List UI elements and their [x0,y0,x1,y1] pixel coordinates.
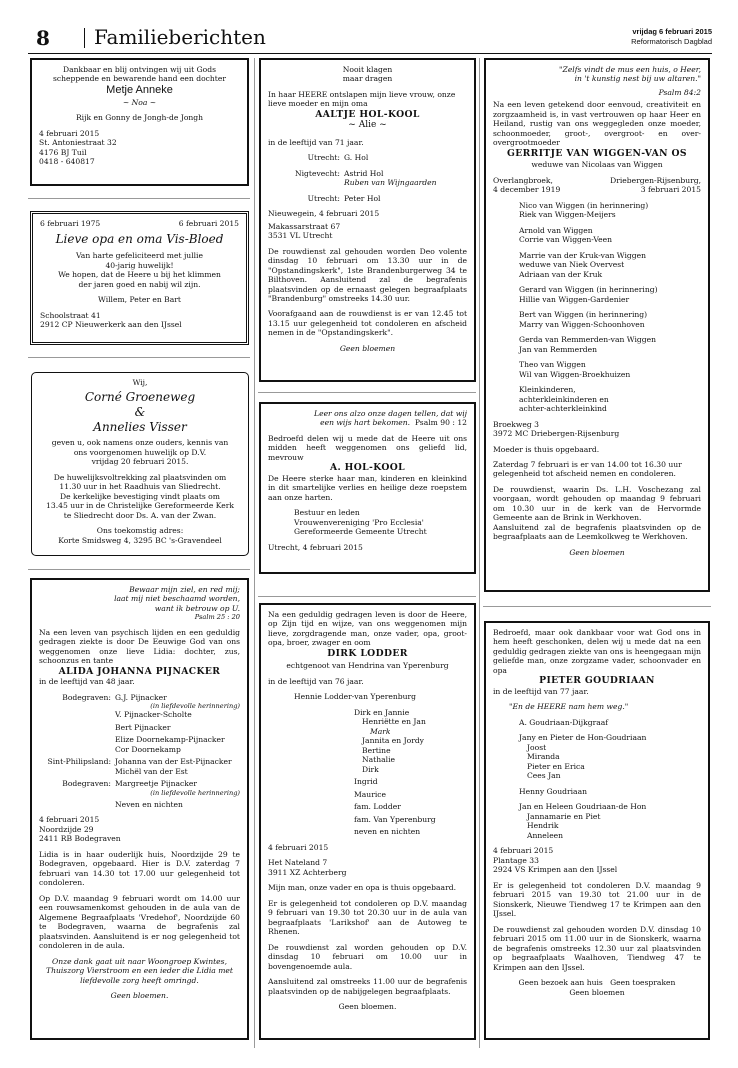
footer-note: Geen bloemen [569,987,625,997]
footer-note: Geen bloemen [339,343,396,353]
age-line: in de leeftijd van 77 jaar. [493,686,589,696]
info-text: De rouwdienst zal gehouden worden D.V. dinsdag 10 februari 2015 om 11.00 uur in de Sionskerk, waarna de begrafenis omstreeks 12.30 uur zal plaatsvinden op begraafplaats Waalhoven, Tiendweg 47 te Krimpen aan den IJssel. [493,924,701,972]
verse-reference: Psalm 84:2 [658,87,701,97]
body-line: 40-jarig huwelijk! [105,260,174,270]
family-member: Riek van Wiggen-Meijers [519,210,616,220]
deceased-name: PIETER GOUDRIAAN [539,675,655,687]
family-member: Gerda van Remmerden-van Wiggen [519,335,656,345]
page-number: 8 [36,26,50,50]
address-line: Schoolstraat 41 [40,310,101,320]
family-member: G.J. Pijnacker [115,692,167,702]
footer-note: Geen toespraken [610,978,676,988]
family-place: Utrecht: [307,193,340,203]
intro-line: Dankbaar en blij ontvingen wij uit Gods [62,65,216,74]
footer-note: Geen bloemen [569,547,625,557]
deceased-name: A. HOL-KOOL [329,462,406,474]
family-member: G. Hol [344,153,369,163]
info-text: Voorafgaand aan de rouwdienst is er van 12.45 tot 13.15 uur gelegenheid tot condoleren en afscheid nemen in de "Opstandingskerk". [268,309,467,338]
family-member: Dirk [362,764,379,774]
date-left: 6 februari 1975 [40,219,101,228]
family-member: Cees Jan [527,771,561,781]
date-right: 6 februari 2015 [178,219,239,228]
family-member: Neven en nichten [115,799,183,809]
body-line: te Sliedrecht door Ds. A. van der Zwan. [63,510,217,520]
verse-line: want ik betrouw op U. [154,603,240,613]
family-member: Astrid Hol [344,168,384,178]
family-member: Arnold van Wiggen [519,225,593,235]
intro-line: maar dragen [342,74,393,84]
age-line: in de leeftijd van 48 jaar. [39,677,135,687]
issue-date: vrijdag 6 februari 2015 [632,27,712,36]
bride-name: Annelies Visser [93,420,187,435]
widow-name: A. Goudriaan-Dijkgraaf [519,717,609,727]
deceased-name: AALTJE HOL-KOOL [315,108,420,120]
footer-note: Geen bloemen. [110,991,169,1001]
family-member: Jan van Remmerden [519,344,597,354]
intro-text: Na een geduldig gedragen leven is door de Heere, op Zijn tijd en wijze, van ons weggenomen mijn lieve, zorgdragende man, onze vader, opa, groot-opa, broer, zwager en oom [268,610,467,648]
body-line: ons voorgenomen huwelijk op D.V. [73,447,207,457]
ad-separator [28,357,250,358]
widow-line: weduwe van Nicolaas van Wiggen [531,160,663,170]
obituary-goudriaan [484,621,710,1040]
verse-line: in 't kunstig nest bij uw altaren." [574,74,701,84]
family-member: V. Pijnacker-Scholte [115,710,192,720]
family-member: Jany en Pieter de Hon-Goudriaan [519,733,647,743]
widow-name: Hennie Lodder-van Yperenburg [294,692,417,702]
address-line: Nieuwegein, 4 februari 2015 [268,209,380,219]
birth-date: 4 december 1919 [493,185,561,195]
intro-text: Na een leven van psychisch lijden en een geduldig gedragen ziekte is door De Eeuwige God van ons weggenomen onze lieve Lidia: dochter, zus, schoonzus en tante [39,627,240,666]
family-member: Miranda [527,752,560,762]
intro-text: Bedroefd delen wij u mede dat de Heere uit ons midden heeft weggenomen ons geliefd lid, mevrouw [268,433,467,462]
address-line: 2411 RB Bodegraven [39,834,121,844]
deceased-name: GERRITJE VAN WIGGEN-VAN OS [507,147,687,159]
address-line: 0418 - 640817 [39,157,95,167]
address-line: Het Nateland 7 [268,858,328,868]
footer-note: Geen bloemen. [338,1002,397,1011]
intro-line: scheppende en bewarende hand een dochter [52,74,226,84]
family-member: Mark [370,726,391,736]
verse-reference: Psalm 90 : 12 [414,418,467,428]
family-member: Johanna van der Est-Pijnacker [115,757,232,767]
address-line: Plantage 33 [493,855,539,865]
intro-text: Bedroefd, maar ook dankbaar voor wat God ons in hem heeft geschonken, delen wij u mede dat na een geduldig gedragen ziekte van ons is heengegaan mijn geliefde man, onze zorgzame vader, schoonvader en opa [493,628,701,675]
ad-separator [28,198,250,199]
body-line: 11.30 uur in het Raadhuis van Sliedrecht. [59,482,221,492]
family-place: Bodegraven: [62,692,111,702]
family-member: Pieter en Erica [527,761,585,771]
bible-quote: "En de HEERE nam hem weg." [509,702,629,712]
address-line: St. Antoniestraat 32 [39,138,117,148]
section-title: Familieberichten [94,25,266,49]
body-line: der jaren goed en nabij wil zijn. [78,279,201,289]
body-line: We hopen, dat de Heere u bij het klimmen [58,270,221,280]
birth-place: Overlangbroek, [493,175,553,185]
body-line: geven u, ook namens onze ouders, kennis van [51,438,229,448]
anniversary-announcement [30,211,249,345]
body-line: 13.45 uur in de Christelijke Gereformeerde Kerk [46,501,234,511]
page-header [28,24,712,50]
family-member: Margreetje Pijnacker [115,779,198,789]
address-line: Broekweg 3 [493,419,539,429]
ampersand: & [134,405,146,420]
deceased-name: ALIDA JOHANNA PIJNACKER [58,665,221,677]
address-line: 2924 VS Krimpen aan den IJssel [493,865,618,875]
ad-separator [28,569,250,570]
birth-announcement [30,58,249,186]
info-text: De rouwdienst zal worden gehouden op D.V. dinsdag 10 februari om 10.00 uur in bovengenoemde aula. [268,942,467,971]
family-member: Hendrik [527,821,559,831]
anniversary-title: Lieve opa en oma Vis-Bloed [55,232,224,247]
family-member: Anneleen [527,830,564,840]
family-member: Henny Goudriaan [519,786,587,796]
footer-note: Geen bezoek aan huis [518,978,603,988]
info-text: Er is gelegenheid tot condoleren D.V. maandag 9 februari 2015 van 19.30 tot 21.00 uur in de Sionskerk, Nieuwe Tiendweg 17 te Krimpen aan den IJssel. [493,880,701,919]
intro-line: Wij, [132,378,148,387]
family-member: Marry van Wiggen-Schoonhoven [519,319,645,329]
family-place: Sint-Philipsland: [47,757,111,767]
ad-separator [258,596,476,597]
info-text: Op D.V. maandag 9 februari wordt om 14.00 uur een rouwsamenkomst gehouden in de aula van de Algemene Begraafplaats 'Vredehof', Noordzijde 60 te Bodegraven, waarna de begrafenis zal plaatsvinden. Aansluitend is er nog gelegenheid tot condoleren in de aula. [39,893,240,951]
header-rule [28,53,712,54]
family-member: Gerard van Wiggen (in herinnering) [519,285,658,295]
verse-line: Bewaar mijn ziel, en red mij; [129,585,240,594]
address-line: 3911 XZ Achterberg [268,867,347,877]
deceased-nickname: ~ Alie ~ [348,120,387,131]
family-member: Bertine [362,745,391,755]
thanks-text: Onze dank gaat uit naar Woongroep Kwintes, Thuiszorg Vierstroom en een ieder die Lidia met liefdevolle zorg heeft omringd. [46,956,233,985]
family-member: Bert van Wiggen (in herinnering) [519,310,648,320]
family-place: Nigtevecht: [294,168,340,178]
age-line: in de leeftijd van 76 jaar. [268,676,364,686]
address-line: 4 februari 2015 [493,846,554,856]
info-text: Aansluitend zal omstreeks 11.00 uur de begrafenis plaatsvinden op de nabijgelegen begraafplaats. [268,977,467,996]
memorial-note: (in liefdevolle herinnering) [150,702,240,711]
spouse-line: echtgenoot van Hendrina van Yperenburg [286,661,449,671]
obituary-lodder [259,603,476,1040]
family-member: Cor Doornekamp [115,744,181,754]
body-line: vrijdag 20 februari 2015. [91,457,189,467]
verse-reference: Psalm 25 : 20 [194,613,240,622]
family-member: fam. Van Yperenburg [354,814,436,824]
date-line: 4 februari 2015 [268,842,329,852]
family-member: Bert Pijnacker [115,722,171,732]
address-line: 2912 CP Nieuwerkerk aan den IJssel [40,320,182,330]
child-name: Metje Anneke [106,83,173,96]
signed-by: Vrouwenvereniging 'Pro Ecclesia' [294,517,424,527]
info-text: Er is gelegenheid tot condoleren op D.V. maandag 9 februari van 19.30 tot 20.30 uur in de aula van begraafplaats 'Larikshof' aan de Autoweg te Rhenen. [268,898,467,937]
obituary-hol-kool [259,58,476,382]
body-line: Korte Smidsweg 4, 3295 BC 's-Gravendeel [58,535,222,545]
family-member: Maurice [354,789,386,799]
family-member: Adriaan van der Kruk [519,269,603,279]
info-text: Zaterdag 7 februari is er van 14.00 tot 16.30 uur gelegenheid tot afscheid nemen en condoleren. [493,460,682,479]
info-text: De rouwdienst zal gehouden worden Deo volente dinsdag 10 februari om 13.30 uur in de "Opstandingskerk", 1ste Brandenburgerweg 34 te Bilthoven. Aansluitend zal de begrafenis plaatsvinden op de ernaast gelegen begraafplaats "Brandenburg" omstreeks 14.30 uur. [268,246,467,303]
info-text: Moeder is thuis opgebaard. [493,444,600,454]
family-place: Utrecht: [307,153,340,163]
family-member: Elize Doornekamp-Pijnacker [115,735,225,745]
family-member: neven en nichten [354,827,421,837]
memorial-note: (in liefdevolle herinnering) [150,788,240,797]
info-text: Lidia is in haar ouderlijk huis, Noordzijde 29 te Bodegraven, opgebaard. Hier is D.V. zaterdag 7 februari van 14.30 tot 17.00 uur gelegenheid tot condoleren. [39,849,240,888]
family-member: Ingrid [354,777,378,787]
family-member: Dirk en Jannie [354,707,410,717]
child-nickname: ~ Noa ~ [122,97,157,107]
obituary-pijnacker [30,578,249,1040]
family-member: Kleinkinderen, [519,385,576,395]
intro-line: Nooit klagen [342,65,393,74]
address-line: 4 februari 2015 [39,128,100,138]
family-member: Henriëtte en Jan [362,717,426,727]
family-member: Joost [527,742,547,752]
family-member: Jannita en Jordy [362,736,424,746]
info-text: Aansluitend zal de begrafenis plaatsvinden op de begraafplaats aan de Leemkolkweg te Werkhoven. [493,522,701,542]
parents: Rijk en Gonny de Jongh-de Jongh [75,113,204,123]
info-text: Mijn man, onze vader en opa is thuis opgebaard. [268,883,456,893]
body-line: De huwelijksvoltrekking zal plaatsvinden om [53,472,227,482]
family-member: Jan en Heleen Goudriaan-de Hon [519,802,647,812]
wedding-announcement [31,372,249,556]
family-member: achterkleinkinderen en [519,394,609,404]
signed-by: Bestuur en leden [294,508,360,518]
family-member: achter-achterkleinkind [519,404,607,414]
family-member: Nico van Wiggen (in herinnering) [519,200,649,210]
family-member: Hillie van Wiggen-Gardenier [519,294,630,304]
intro-text: Na een leven getekend door eenvoud, creativiteit en zorgzaamheid is, in vast vertrouwen op haar Heer en Heiland, rustig van ons weggegleden onze moeder, schoonmoeder, groot-, overgroot- en over-overgrootmoeder [493,100,701,148]
family-member: Theo van Wiggen [519,360,586,370]
address-line: Noordzijde 29 [39,824,94,834]
address-line: 4 februari 2015 [39,815,100,825]
address-line: 3531 VL Utrecht [268,231,333,241]
column-divider [254,58,255,1048]
family-member: weduwe van Niek Overvest [519,260,625,270]
verse-line: laat mij niet beschaamd worden, [114,594,240,604]
death-date: 3 februari 2015 [640,185,701,195]
family-member: Marrie van der Kruk-van Wiggen [519,250,646,260]
age-line: in de leeftijd van 71 jaar. [268,137,364,147]
family-member: Ruben van Wijngaarden [344,178,437,188]
address-line: 3972 MC Driebergen-Rijsenburg [493,429,620,439]
info-text: De rouwdienst, waarin Ds. L.H. Voschezang zal voorgaan, wordt gehouden op maandag 9 februari om 10.30 uur in de kerk van de Hervormde Gemeente aan de Brink in Werkhoven. [493,484,701,523]
family-member: Nathalie [362,755,395,765]
verse-line: een wijs hart bekomen. [320,418,411,428]
address-line: Makassarstraat 67 [268,221,341,231]
deceased-name: DIRK LODDER [327,647,408,659]
header-divider [84,28,85,48]
obituary-van-wiggen [484,58,710,592]
ad-separator [258,392,476,393]
family-member: Peter Hol [344,193,381,203]
family-member: Jannamarie en Piet [527,811,601,821]
intro-text: In haar HEERE ontslapen mijn lieve vrouw, onze lieve moeder en mijn oma [268,89,456,109]
verse-line: "Zelfs vindt de mus een huis, o Heer, [559,65,701,74]
family-member: Michël van der Est [115,766,188,776]
body-line: Van harte gefeliciteerd met jullie [76,251,203,261]
address-line: 4176 BJ Tuil [39,147,87,157]
newspaper-name: Reformatorisch Dagblad [631,37,712,46]
signed-by: Gereformeerde Gemeente Utrecht [294,527,427,537]
verse-line: Leer ons alzo onze dagen tellen, dat wij [314,409,467,418]
family-member: fam. Lodder [354,802,401,812]
place-date: Utrecht, 4 februari 2015 [268,542,363,552]
family-place: Bodegraven: [62,779,111,789]
family-member: Corrie van Wiggen-Veen [519,235,612,245]
column-divider [479,58,480,1048]
body-line: Ons toekomstig adres: [96,526,184,536]
ad-separator [483,606,711,607]
family-member: Wil van Wiggen-Broekhuizen [519,369,631,379]
death-place: Driebergen-Rijsenburg, [610,175,701,185]
body-line: De kerkelijke bevestiging vindt plaats om [60,491,220,501]
signed-by: Willem, Peter en Bart [98,295,181,305]
body-text: De Heere sterke haar man, kinderen en kleinkind in dit smartelijke verlies en heilige deze roepstem aan onze harten. [268,473,467,502]
groom-name: Corné Groeneweg [84,390,196,405]
condolence-pro-ecclesia [259,402,476,574]
